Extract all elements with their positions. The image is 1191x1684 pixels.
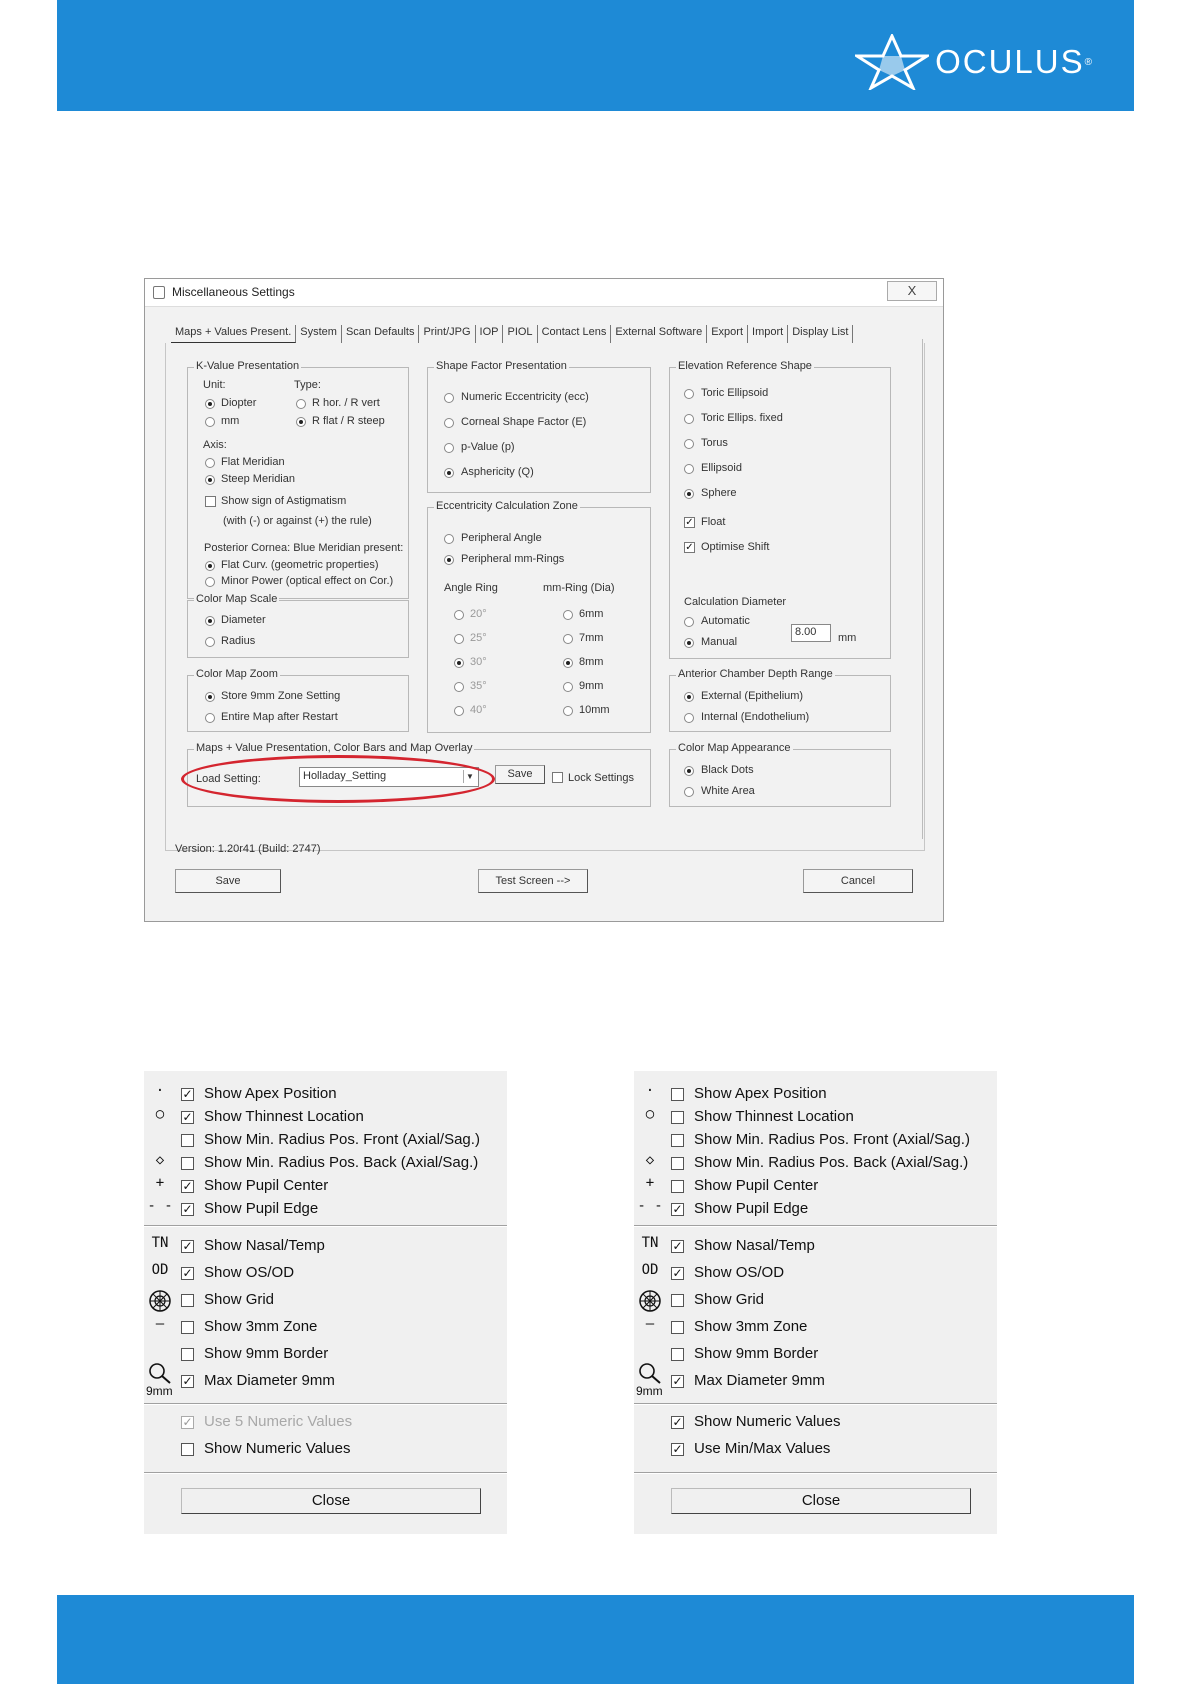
toric-fixed-radio[interactable]: [684, 414, 694, 424]
ring-10mm-radio[interactable]: [563, 706, 573, 716]
angle-25-label: 25°: [470, 632, 487, 644]
os-od-symbol: OD: [151, 1262, 169, 1278]
option-row: [144, 1370, 507, 1398]
angle-40-radio[interactable]: [454, 706, 464, 716]
sphere-label: Sphere: [701, 487, 737, 499]
app-icon: [153, 286, 165, 299]
angle-35-radio[interactable]: [454, 682, 464, 692]
option-row: [144, 1289, 507, 1313]
mm-ring-label: mm-Ring (Dia): [543, 582, 615, 594]
3mm-zone-checkbox[interactable]: [671, 1321, 684, 1334]
nasal-temp-symbol: TN: [641, 1235, 659, 1251]
ecc-zone-legend: Eccentricity Calculation Zone: [436, 500, 578, 512]
unit-mm-radio[interactable]: [205, 417, 215, 427]
show-sign-label: Show sign of Astigmatism: [221, 495, 347, 507]
acd-external-radio[interactable]: [684, 692, 694, 702]
appearance-legend: Color Map Appearance: [678, 742, 791, 754]
ring-8mm-radio[interactable]: [563, 658, 573, 668]
peripheral-angle-label: Peripheral Angle: [461, 532, 542, 544]
type-rhor-radio[interactable]: [296, 399, 306, 409]
angle-40-label: 40°: [470, 704, 487, 716]
option-row: [634, 1262, 997, 1286]
3mm-zone-label: Show 3mm Zone: [204, 1318, 318, 1335]
lock-settings-checkbox[interactable]: [552, 772, 563, 783]
kvalue-legend: K-Value Presentation: [196, 360, 300, 372]
numeric-ecc-radio[interactable]: [444, 393, 454, 403]
grid-label: Show Grid: [204, 1291, 275, 1308]
apex-symbol-icon: ·: [155, 1083, 165, 1099]
option-row: [144, 1411, 507, 1435]
peripheral-mm-label: Peripheral mm-Rings: [461, 553, 565, 565]
overlay-save-button[interactable]: Save: [495, 765, 545, 784]
separator: [634, 1472, 997, 1474]
axis-steep-label: Steep Meridian: [221, 473, 295, 485]
panel-divider: [922, 339, 923, 839]
pupil-edge-label: Show Pupil Edge: [204, 1200, 319, 1217]
option-row: [634, 1198, 997, 1222]
min-radius-back-label: Show Min. Radius Pos. Back (Axial/Sag.): [694, 1154, 969, 1171]
cancel-button[interactable]: Cancel: [803, 869, 913, 893]
3mm-zone-checkbox[interactable]: [181, 1321, 194, 1334]
nasal-temp-symbol: TN: [151, 1235, 169, 1251]
show-numeric-label: Show Numeric Values: [694, 1413, 841, 1430]
toric-fixed-label: Toric Ellips. fixed: [701, 412, 783, 424]
3mm-zone-label: Show 3mm Zone: [694, 1318, 808, 1335]
angle-25-radio[interactable]: [454, 634, 464, 644]
separator: [144, 1472, 507, 1474]
axis-label: Axis:: [203, 439, 227, 451]
black-dots-label: Black Dots: [701, 764, 754, 776]
toric-ellipsoid-radio[interactable]: [684, 389, 694, 399]
axis-flat-label: Flat Meridian: [221, 456, 285, 468]
zoom-store-label: Store 9mm Zone Setting: [221, 690, 341, 702]
magnifier-9mm-text: 9mm: [146, 1384, 173, 1398]
optimise-checkbox[interactable]: ✓: [685, 542, 694, 553]
pupil-edge-label: Show Pupil Edge: [694, 1200, 809, 1217]
min-radius-front-label: Show Min. Radius Pos. Front (Axial/Sag.): [694, 1131, 970, 1148]
grid-icon: [636, 1289, 664, 1317]
zoom-store-radio[interactable]: [205, 692, 215, 702]
min-radius-back-label: Show Min. Radius Pos. Back (Axial/Sag.): [204, 1154, 479, 1171]
zoom-entire-label: Entire Map after Restart: [221, 711, 338, 723]
option-row: [144, 1198, 507, 1222]
acd-group: [669, 668, 891, 732]
pvalue-radio[interactable]: [444, 443, 454, 453]
apex-checkbox[interactable]: [671, 1088, 684, 1101]
apex-checkbox[interactable]: ✓: [182, 1087, 193, 1101]
option-row: [634, 1343, 997, 1367]
angle-ring-label: Angle Ring: [444, 582, 498, 594]
highlight-ellipse: [181, 755, 495, 803]
option-row: [144, 1235, 507, 1259]
overlay-legend: Maps + Value Presentation, Color Bars and Map Overlay: [196, 742, 473, 754]
peripheral-mm-radio[interactable]: [444, 555, 454, 565]
toric-ellipsoid-label: Toric Ellipsoid: [701, 387, 769, 399]
9mm-border-checkbox[interactable]: [181, 1348, 194, 1361]
ellipsoid-radio[interactable]: [684, 464, 694, 474]
pupil-edge-checkbox[interactable]: ✓: [672, 1202, 683, 1216]
use-min-max-label: Use Min/Max Values: [694, 1440, 831, 1457]
os-od-checkbox[interactable]: ✓: [182, 1266, 193, 1280]
load-setting-label: Load Setting:: [196, 773, 261, 785]
minor-power-label: Minor Power (optical effect on Cor.): [221, 575, 394, 587]
9mm-border-label: Show 9mm Border: [694, 1345, 819, 1362]
pupil-center-checkbox[interactable]: ✓: [182, 1179, 193, 1193]
option-row: [634, 1106, 997, 1130]
peripheral-angle-radio[interactable]: [444, 534, 454, 544]
footer-band: [57, 1595, 1134, 1684]
tab-maps-values[interactable]: Maps + Values Present.: [171, 325, 296, 343]
option-row: [144, 1129, 507, 1153]
max-diameter-checkbox[interactable]: ✓: [672, 1374, 683, 1388]
option-row: [634, 1175, 997, 1199]
posterior-label: Posterior Cornea: Blue Meridian present:: [204, 542, 404, 554]
9mm-border-label: Show 9mm Border: [204, 1345, 329, 1362]
asphericity-label: Asphericity (Q): [461, 466, 534, 478]
thinnest-symbol-icon: ○: [155, 1106, 165, 1122]
white-area-radio[interactable]: [684, 787, 694, 797]
grid-checkbox[interactable]: [671, 1294, 684, 1307]
type-rflat-radio[interactable]: [296, 417, 306, 427]
angle-20-radio[interactable]: [454, 610, 464, 620]
appearance-group: [669, 742, 891, 807]
corneal-shape-radio[interactable]: [444, 418, 454, 428]
tab-export[interactable]: Export: [707, 325, 748, 343]
ellipsoid-label: Ellipsoid: [701, 462, 742, 474]
os-od-label: Show OS/OD: [694, 1264, 785, 1281]
grid-checkbox[interactable]: [181, 1294, 194, 1307]
minor-power-radio[interactable]: [205, 577, 215, 587]
manual-label: Manual: [701, 636, 738, 648]
option-row: [144, 1083, 507, 1107]
tab-print-jpg[interactable]: Print/JPG: [419, 325, 475, 343]
option-row: [634, 1411, 997, 1435]
oculus-logo: [855, 34, 1092, 90]
dropdown-arrow-icon[interactable]: ▼: [463, 770, 476, 783]
option-row: [144, 1262, 507, 1286]
thinnest-checkbox[interactable]: [671, 1111, 684, 1124]
thinnest-checkbox[interactable]: ✓: [182, 1110, 193, 1124]
min-radius-back-symbol-icon: ◇: [155, 1152, 165, 1168]
pupil-center-checkbox[interactable]: [671, 1180, 684, 1193]
min-radius-front-label: Show Min. Radius Pos. Front (Axial/Sag.): [204, 1131, 480, 1148]
scale-diameter-label: Diameter: [221, 614, 266, 626]
nasal-temp-label: Show Nasal/Temp: [694, 1237, 815, 1254]
option-row: [634, 1316, 997, 1340]
separator: [144, 1403, 507, 1405]
use-5-numeric-label: Use 5 Numeric Values: [204, 1413, 353, 1430]
pupil-edge-checkbox[interactable]: ✓: [182, 1202, 193, 1216]
min-radius-back-checkbox[interactable]: [671, 1157, 684, 1170]
map-options-panel-right: [634, 1071, 997, 1534]
shape-factor-legend: Shape Factor Presentation: [436, 360, 567, 372]
asphericity-radio[interactable]: [444, 468, 454, 478]
test-screen-button[interactable]: Test Screen -->: [478, 869, 588, 893]
thinnest-label: Show Thinnest Location: [204, 1108, 364, 1125]
tab-bar: [171, 325, 853, 343]
acd-internal-label: Internal (Endothelium): [701, 711, 810, 723]
automatic-radio[interactable]: [684, 617, 694, 627]
tab-display-list[interactable]: Display List: [788, 325, 853, 343]
scale-radius-label: Radius: [221, 635, 256, 647]
acd-internal-radio[interactable]: [684, 713, 694, 723]
option-row: [144, 1343, 507, 1367]
dialog-save-button[interactable]: Save: [175, 869, 281, 893]
unit-diopter-radio[interactable]: [205, 399, 215, 409]
pupil-edge-symbol-icon: - -: [147, 1198, 173, 1214]
optimise-label: Optimise Shift: [701, 541, 770, 553]
magnifier-icon: [146, 1362, 174, 1398]
type-rflat-label: R flat / R steep: [312, 415, 385, 427]
angle-20-label: 20°: [470, 608, 487, 620]
ring-7mm-label: 7mm: [579, 632, 604, 644]
magnifier-icon: [636, 1362, 664, 1398]
show-numeric-label: Show Numeric Values: [204, 1440, 351, 1457]
pupil-center-symbol-icon: +: [155, 1175, 165, 1191]
ring-7mm-radio[interactable]: [563, 634, 573, 644]
nasal-temp-checkbox[interactable]: ✓: [672, 1239, 683, 1253]
option-row: [144, 1438, 507, 1462]
ring-9mm-label: 9mm: [579, 680, 604, 692]
min-radius-back-checkbox[interactable]: [181, 1157, 194, 1170]
dialog-titlebar: [145, 279, 943, 307]
pupil-edge-symbol-icon: - -: [637, 1198, 663, 1214]
os-od-checkbox[interactable]: ✓: [672, 1266, 683, 1280]
tab-iop[interactable]: IOP: [476, 325, 504, 343]
type-label: Type:: [294, 379, 321, 391]
scale-radius-radio[interactable]: [205, 637, 215, 647]
torus-label: Torus: [701, 437, 728, 449]
angle-30-radio[interactable]: [454, 658, 464, 668]
angle-30-label: 30°: [470, 656, 487, 668]
option-row: [634, 1129, 997, 1153]
torus-radio[interactable]: [684, 439, 694, 449]
max-diameter-label: Max Diameter 9mm: [204, 1372, 335, 1389]
3mm-zone-symbol-icon: —: [645, 1316, 655, 1332]
unit-mm-label: mm: [221, 415, 240, 427]
axis-steep-radio[interactable]: [205, 475, 215, 485]
flat-curv-label: Flat Curv. (geometric properties): [221, 559, 379, 571]
max-diameter-label: Max Diameter 9mm: [694, 1372, 825, 1389]
calc-diameter-label: Calculation Diameter: [684, 596, 787, 608]
option-row: [634, 1152, 997, 1176]
version-text: Version: 1.20r41 (Build: 2747): [175, 843, 321, 855]
thinnest-symbol-icon: ○: [645, 1106, 655, 1122]
elevation-legend: Elevation Reference Shape: [678, 360, 812, 372]
ring-6mm-label: 6mm: [579, 608, 604, 620]
misc-settings-dialog: [144, 278, 944, 922]
apex-label: Show Apex Position: [204, 1085, 337, 1102]
color-scale-group: [187, 593, 409, 658]
float-label: Float: [701, 516, 726, 528]
ring-6mm-radio[interactable]: [563, 610, 573, 620]
scale-diameter-radio[interactable]: [205, 616, 215, 626]
sphere-radio[interactable]: [684, 489, 694, 499]
tab-scan-defaults[interactable]: Scan Defaults: [342, 325, 419, 343]
3mm-zone-symbol-icon: —: [155, 1316, 165, 1332]
automatic-label: Automatic: [701, 615, 750, 627]
load-setting-value: Holladay_Setting: [303, 770, 387, 782]
option-row: [144, 1316, 507, 1340]
manual-radio[interactable]: [684, 638, 694, 648]
option-row: [634, 1235, 997, 1259]
separator: [144, 1225, 507, 1227]
map-options-panel-left: [144, 1071, 507, 1534]
pvalue-label: p-Value (p): [461, 441, 515, 453]
show-sign-checkbox[interactable]: [205, 496, 216, 507]
ring-9mm-radio[interactable]: [563, 682, 573, 692]
type-rhor-label: R hor. / R vert: [312, 397, 380, 409]
show-sign-note: (with (-) or against (+) the rule): [223, 515, 372, 527]
manual-unit-label: mm: [838, 632, 857, 644]
option-row: [144, 1106, 507, 1130]
separator: [634, 1225, 997, 1227]
angle-35-label: 35°: [470, 680, 487, 692]
min-radius-front-checkbox[interactable]: [671, 1134, 684, 1147]
header-band: [57, 0, 1134, 111]
color-scale-legend: Color Map Scale: [196, 593, 278, 605]
option-row: [634, 1438, 997, 1462]
close-button[interactable]: Close: [181, 1488, 481, 1514]
grid-label: Show Grid: [694, 1291, 765, 1308]
flat-curv-radio[interactable]: [205, 561, 215, 571]
max-diameter-checkbox[interactable]: ✓: [182, 1374, 193, 1388]
separator: [634, 1403, 997, 1405]
pupil-center-label: Show Pupil Center: [204, 1177, 329, 1194]
ring-8mm-label: 8mm: [579, 656, 604, 668]
show-numeric-checkbox[interactable]: [181, 1443, 194, 1456]
min-radius-front-checkbox[interactable]: [181, 1134, 194, 1147]
tab-system[interactable]: System: [296, 325, 342, 343]
logo-text: OCULUS: [935, 43, 1085, 80]
dialog-title: Miscellaneous Settings: [172, 285, 295, 299]
close-window-button[interactable]: X: [887, 281, 937, 301]
pupil-center-label: Show Pupil Center: [694, 1177, 819, 1194]
oculus-star-logo-icon: [855, 34, 929, 90]
tab-import[interactable]: Import: [748, 325, 788, 343]
min-radius-back-symbol-icon: ◇: [645, 1152, 655, 1168]
corneal-shape-label: Corneal Shape Factor (E): [461, 416, 587, 428]
os-od-symbol: OD: [641, 1262, 659, 1278]
tab-external-software[interactable]: External Software: [611, 325, 707, 343]
numeric-ecc-label: Numeric Eccentricity (ecc): [461, 391, 589, 403]
tab-piol[interactable]: PIOL: [503, 325, 537, 343]
color-zoom-group: [187, 668, 409, 732]
unit-diopter-label: Diopter: [221, 397, 257, 409]
use-5-numeric-checkbox[interactable]: ✓: [182, 1415, 193, 1429]
unit-label: Unit:: [203, 379, 226, 391]
grid-icon: [146, 1289, 174, 1317]
option-row: [144, 1175, 507, 1199]
thinnest-label: Show Thinnest Location: [694, 1108, 854, 1125]
nasal-temp-checkbox[interactable]: ✓: [182, 1239, 193, 1253]
acd-legend: Anterior Chamber Depth Range: [678, 668, 833, 680]
show-numeric-checkbox[interactable]: ✓: [672, 1415, 683, 1429]
option-row: [634, 1289, 997, 1313]
use-min-max-checkbox[interactable]: ✓: [672, 1442, 683, 1456]
registered-mark: ®: [1084, 56, 1092, 68]
os-od-label: Show OS/OD: [204, 1264, 295, 1281]
option-row: [634, 1370, 997, 1398]
option-row: [634, 1083, 997, 1107]
apex-label: Show Apex Position: [694, 1085, 827, 1102]
color-zoom-legend: Color Map Zoom: [196, 668, 278, 680]
ring-10mm-label: 10mm: [579, 704, 610, 716]
lock-settings-label: Lock Settings: [568, 772, 635, 784]
apex-symbol-icon: ·: [645, 1083, 655, 1099]
pupil-center-symbol-icon: +: [645, 1175, 655, 1191]
close-button[interactable]: Close: [671, 1488, 971, 1514]
magnifier-9mm-text: 9mm: [636, 1384, 663, 1398]
nasal-temp-label: Show Nasal/Temp: [204, 1237, 325, 1254]
tab-contact-lens[interactable]: Contact Lens: [538, 325, 612, 343]
white-area-label: White Area: [701, 785, 755, 797]
acd-external-label: External (Epithelium): [701, 690, 804, 702]
axis-flat-radio[interactable]: [205, 458, 215, 468]
option-row: [144, 1152, 507, 1176]
black-dots-radio[interactable]: [684, 766, 694, 776]
zoom-entire-radio[interactable]: [205, 713, 215, 723]
manual-diameter-input[interactable]: 8.00: [791, 624, 831, 642]
9mm-border-checkbox[interactable]: [671, 1348, 684, 1361]
float-checkbox[interactable]: ✓: [685, 517, 694, 528]
